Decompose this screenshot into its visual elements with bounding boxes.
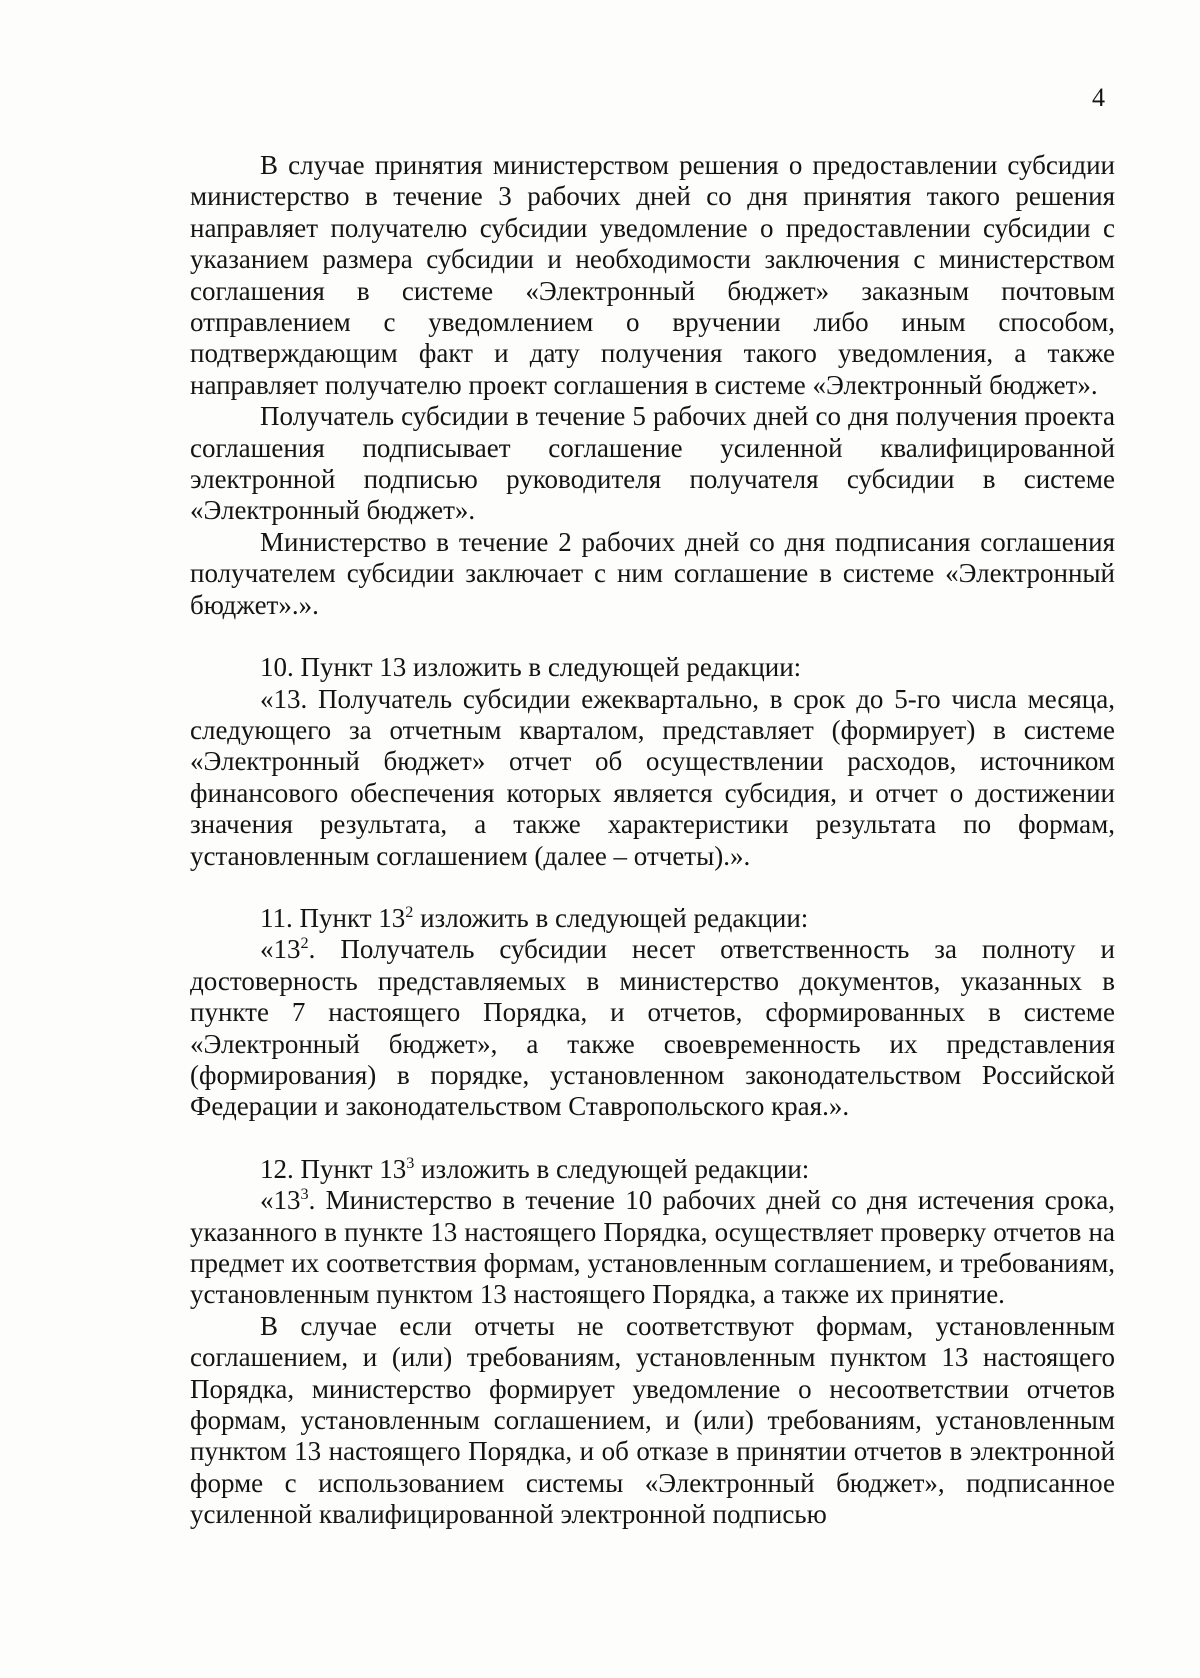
document-body [190, 150, 1115, 1531]
paragraph: В случае принятия министерством решения о предоставлении субсидии министерство в течение 3 рабочих дней со дня принятия такого решения направляет получателю субсидии уведомление о предоставлении субсидии с указанием размера субсидии и необходимости заключения с министерством соглашения в системе «Электронный бюджет» заказным почтовым отправлением с уведомлением о вручении либо иным способом, подтверждающим факт и дату получения такого уведомления, а также направляет получателю проект соглашения в системе «Электронный бюджет». [190, 150, 1115, 400]
paragraph: Министерство в течение 2 рабочих дней со дня подписания соглашения получателем субсидии заключает с ним соглашение в системе «Электронный бюджет».». [190, 526, 1115, 620]
paragraph: Получатель субсидии в течение 5 рабочих дней со дня получения проекта соглашения подписывает соглашение усиленной квалифицированной электронной подписью руководителя получателя субсидии в системе «Электронный бюджет». [190, 401, 1115, 526]
section-heading-11: 11. Пункт $13^2$ изложить в следующей редакции: [260, 902, 809, 933]
paragraph: «13. Получатель субсидии ежеквартально, в срок до 5-го числа месяца, следующего за отчетным кварталом, представляет (формирует) в системе «Электронный бюджет» отчет об осуществлении расходов, источником финансового обеспечения которых является субсидия, и отчет о достижении значения результата, а также характеристики результата по формам, установленным соглашением (далее – отчеты).». [190, 683, 1115, 871]
section-heading-10: 10. Пункт 13 изложить в следующей редакции: [260, 652, 802, 683]
paragraph: «$13^3$. Министерство в течение 10 рабочих дней со дня истечения срока, указанного в пункте 13 настоящего Порядка, осуществляет проверку отчетов на предмет их соответствия формам, установленным соглашением, и требованиям, установленным пунктом 13 настоящего Порядка, а также их принятие. [190, 1185, 1115, 1310]
paragraph: В случае если отчеты не соответствуют формам, установленным соглашением, и (или) требованиям, установленным пунктом 13 настоящего Порядка, министерство формирует уведомление о несоответствии отчетов формам, установленным соглашением, и (или) требованиям, установленным пунктом 13 настоящего Порядка, и об отказе в принятии отчетов в электронной форме с использованием системы «Электронный бюджет», подписанное усиленной квалифицированной электронной подписью [190, 1310, 1115, 1530]
page-number: 4 [1092, 83, 1105, 112]
section-heading-12: 12. Пункт $13^3$ изложить в следующей редакции: [260, 1153, 810, 1184]
paragraph: «$13^2$. Получатель субсидии несет ответственность за полноту и достоверность представляемых в министерство документов, указанных в пункте 7 настоящего Порядка, и отчетов, сформированных в системе «Электронный бюджет», а также своевременность их представления (формирования) в порядке, установленном законодательством Российской Федерации и законодательством Ставропольского края.». [190, 934, 1115, 1122]
